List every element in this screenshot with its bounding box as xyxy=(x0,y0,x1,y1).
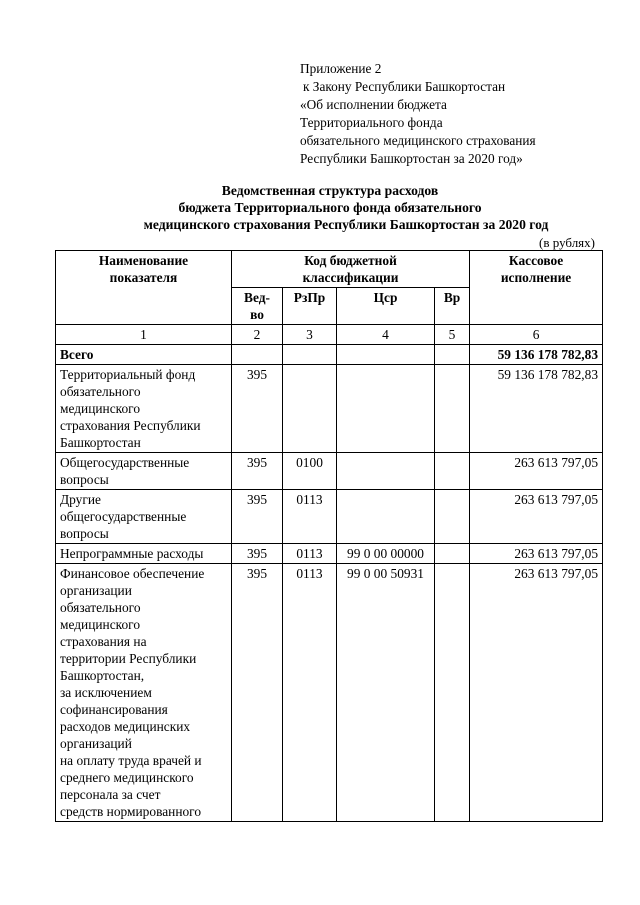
column-number: 1 xyxy=(56,325,232,345)
row-ved: 395 xyxy=(232,544,283,564)
row-name: Другие общегосударственные вопросы xyxy=(56,490,232,544)
row-name: Общегосударственные вопросы xyxy=(56,453,232,490)
column-number: 3 xyxy=(283,325,337,345)
header-vr: Вр xyxy=(435,288,470,325)
row-name: Непрограммные расходы xyxy=(56,544,232,564)
column-number: 5 xyxy=(435,325,470,345)
row-ved: 395 xyxy=(232,365,283,453)
total-amount: 59 136 178 782,83 xyxy=(470,345,603,365)
header-rzpr: РзПр xyxy=(283,288,337,325)
row-csr: 99 0 00 50931 xyxy=(337,564,435,822)
title-line: бюджета Территориального фонда обязательного xyxy=(178,200,482,215)
appendix-line: к Закону Республики Башкортостан xyxy=(303,79,506,94)
row-csr: 99 0 00 00000 xyxy=(337,544,435,564)
row-name: Территориальный фонд обязательного медицинского страхования Республики Башкортостан xyxy=(56,365,232,453)
header-csr: Цср xyxy=(337,288,435,325)
table-row xyxy=(56,453,603,490)
row-rzpr: 0113 xyxy=(283,544,337,564)
header-row xyxy=(56,251,603,288)
row-amount: 59 136 178 782,83 xyxy=(470,365,603,453)
title-line: Ведомственная структура расходов xyxy=(221,183,439,198)
header-name: Наименование показателя xyxy=(56,251,232,325)
row-csr xyxy=(337,365,435,453)
row-amount: 263 613 797,05 xyxy=(470,490,603,544)
header-code: Код бюджетной классификации xyxy=(232,251,470,288)
row-rzpr: 0100 xyxy=(283,453,337,490)
appendix-line: обязательного медицинского страхования xyxy=(300,133,536,148)
row-vr xyxy=(435,453,470,490)
appendix-line: «Об исполнении бюджета xyxy=(300,97,447,112)
title-line: медицинского страхования Республики Башкортостан за 2020 год xyxy=(143,217,549,232)
row-amount: 263 613 797,05 xyxy=(470,564,603,822)
row-ved: 395 xyxy=(232,490,283,544)
header-amount: Кассовое исполнение xyxy=(470,251,603,325)
row-csr xyxy=(337,453,435,490)
table-row xyxy=(56,564,603,822)
appendix-line: Приложение 2 xyxy=(300,61,382,76)
row-ved: 395 xyxy=(232,564,283,822)
document-title xyxy=(0,182,640,233)
table-row xyxy=(56,544,603,564)
row-amount: 263 613 797,05 xyxy=(470,453,603,490)
budget-table xyxy=(55,250,603,822)
appendix-line: Территориального фонда xyxy=(300,115,443,130)
row-rzpr: 0113 xyxy=(283,490,337,544)
total-row xyxy=(56,345,603,365)
row-vr xyxy=(435,564,470,822)
column-number: 6 xyxy=(470,325,603,345)
row-csr xyxy=(337,490,435,544)
row-rzpr xyxy=(283,365,337,453)
total-label: Всего xyxy=(56,345,232,365)
row-vr xyxy=(435,544,470,564)
column-number: 2 xyxy=(232,325,283,345)
row-rzpr: 0113 xyxy=(283,564,337,822)
row-ved: 395 xyxy=(232,453,283,490)
row-vr xyxy=(435,365,470,453)
table-row xyxy=(56,490,603,544)
row-amount: 263 613 797,05 xyxy=(470,544,603,564)
appendix-line: Республики Башкортостан за 2020 год» xyxy=(300,151,523,166)
row-vr xyxy=(435,490,470,544)
table-row xyxy=(56,365,603,453)
header-vedvo: Вед- во xyxy=(232,288,283,325)
appendix-note xyxy=(300,60,536,168)
units-note: (в рублях) xyxy=(539,235,595,250)
column-number: 4 xyxy=(337,325,435,345)
column-number-row xyxy=(56,325,603,345)
row-name: Финансовое обеспечение организации обязательного медицинского страхования на территории Республики Башкортостан, за исключением софинансирования расходов медицинских организаций на оплату труда врачей и среднего медицинского персонала за счет средств нормированного xyxy=(56,564,232,822)
